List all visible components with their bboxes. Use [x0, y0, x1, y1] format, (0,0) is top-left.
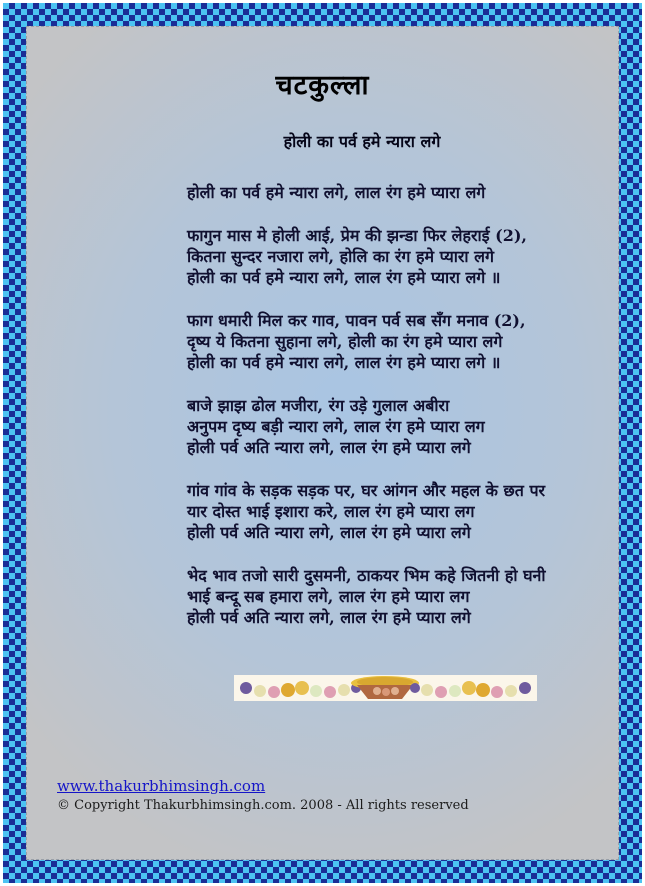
copyright-text: © Copyright Thakurbhimsingh.com. 2008 - All rights reserved	[57, 798, 469, 813]
poem-line: फाग धमारी मिल कर गाव, पावन पर्व सब सँग मनाव (2),	[187, 311, 526, 330]
poem-line: कितना सुन्दर नजारा लगे, होलि का रंग हमे प्यारा लगे	[187, 247, 494, 266]
decorative-checkered-border	[3, 3, 642, 883]
stanza-1	[187, 182, 627, 203]
poem-line: यार दोस्त भाई इशारा करे, लाल रंग हमे प्यारा लग	[187, 502, 475, 521]
stanza-4	[187, 395, 627, 458]
stanza-3	[187, 310, 627, 373]
poem	[187, 130, 627, 650]
poem-line: होली का पर्व हमे न्यारा लगे, लाल रंग हमे प्यारा लगे	[187, 183, 486, 202]
poem-line: होली का पर्व हमे न्यारा लगे, लाल रंग हमे प्यारा लगे ॥	[187, 268, 501, 287]
poem-line: होली पर्व अति न्यारा लगे, लाल रंग हमे प्यारा लगे	[187, 523, 471, 542]
poem-line: भाई बन्दू सब हमारा लगे, लाल रंग हमे प्यारा लग	[187, 587, 470, 606]
poem-line: फागुन मास मे होली आई, प्रेम की झन्डा फिर लेहराई (2),	[187, 226, 527, 245]
poem-line: बाजे झाझ ढोल मजीरा, रंग उड़े गुलाल अबीरा	[187, 396, 450, 415]
floral-divider-image	[234, 675, 537, 701]
stanza-6	[187, 565, 627, 628]
poem-line: होली पर्व अति न्यारा लगे, लाल रंग हमे प्यारा लगे	[187, 608, 471, 627]
poem-line: दृष्य ये कितना सुहाना लगे, होली का रंग हमे प्यारा लगे	[187, 332, 503, 351]
poem-heading: होली का पर्व हमे न्यारा लगे	[283, 132, 441, 151]
content-area	[26, 26, 619, 860]
website-link[interactable]: www.thakurbhimsingh.com	[57, 777, 266, 795]
stanza-2	[187, 225, 627, 288]
poem-line: होली पर्व अति न्यारा लगे, लाल रंग हमे प्यारा लगे	[187, 438, 471, 457]
page-title: चटकुल्ला	[275, 70, 370, 101]
stanza-5	[187, 480, 627, 543]
poem-line: भेद भाव तजो सारी दुसमनी, ठाकयर भिम कहे जितनी हो घनी	[187, 566, 546, 585]
poem-line: अनुपम दृष्य बड़ी न्यारा लगे, लाल रंग हमे प्यारा लग	[187, 417, 485, 436]
poem-line: होली का पर्व हमे न्यारा लगे, लाल रंग हमे प्यारा लगे ॥	[187, 353, 501, 372]
poem-line: गांव गांव के सड़क सड़क पर, घर आंगन और महल के छत पर	[187, 481, 546, 500]
